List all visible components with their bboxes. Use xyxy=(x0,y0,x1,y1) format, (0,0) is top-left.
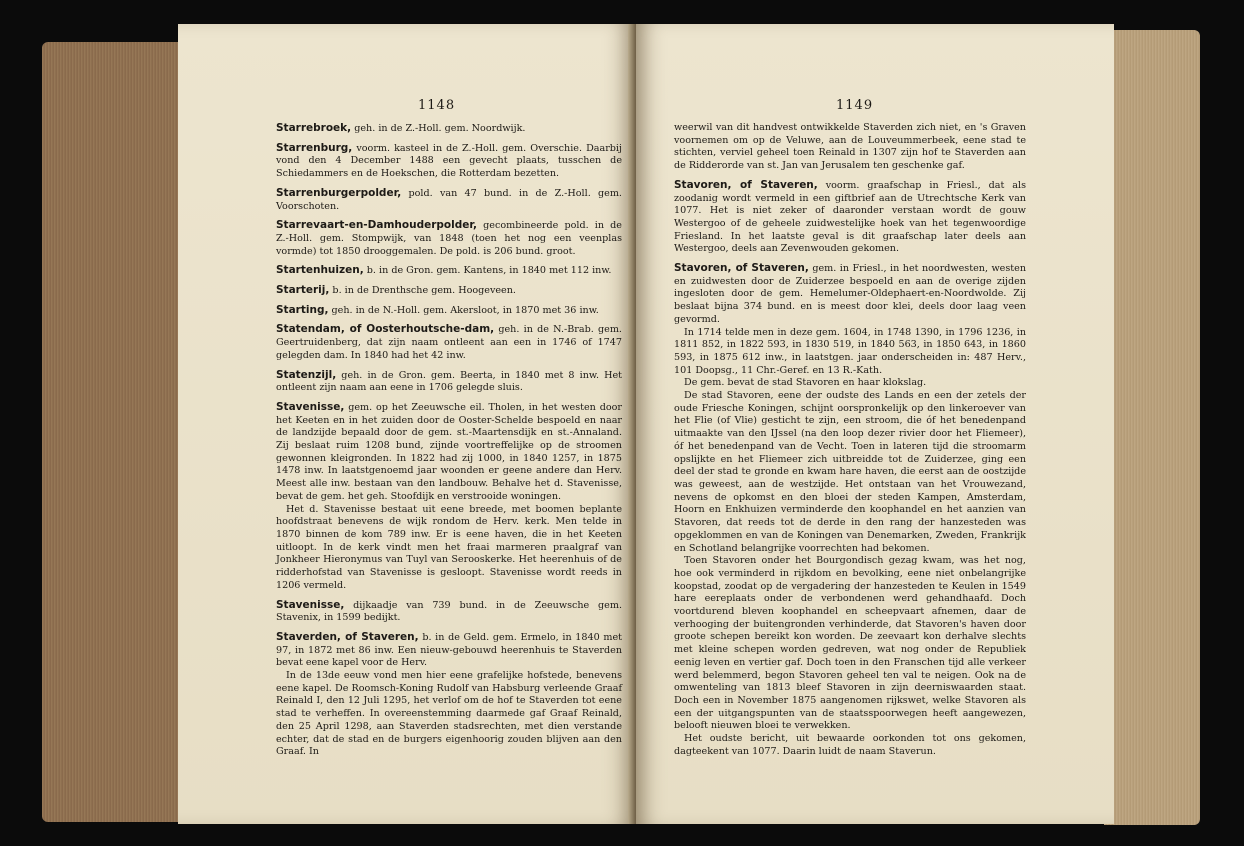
dictionary-entry xyxy=(674,262,1026,758)
dictionary-entry xyxy=(276,264,622,278)
entry-paragraph xyxy=(276,122,622,136)
entry-headword: Startenhuizen, xyxy=(276,264,364,277)
entry-body: In de 13de eeuw vond men hier eene grafelijke hofstede, benevens eene kapel. De Roomsch-Koning Rudolf van Habsburg verleende Graaf Reinald I, den 12 Juli 1295, het verlof om de hof te Staverden tot eene stad te verheffen. In overeenstemming daarmede gaf Graaf Reinald, den 25 April 1298, aan Staverden stadsrechten, met dien verstande echter, dat de stad en de burgers eigenhoorig zouden blijven aan den Graaf. In xyxy=(276,670,622,758)
page-number-left: 1148 xyxy=(418,98,456,113)
right-page xyxy=(636,24,1114,824)
dictionary-entry xyxy=(276,369,622,395)
entry-body: voorm. kasteel in de Z.-Holl. gem. Overschie. Daarbij vond den 4 December 1488 een gevecht plaats, tusschen de Schiedammers en de Hoekschen, die Rotterdam bezetten. xyxy=(276,142,622,180)
entry-body: geh. in de N.-Holl. gem. Akersloot, in 1870 met 36 inw. xyxy=(331,304,599,316)
dictionary-entry xyxy=(674,179,1026,256)
dictionary-entry xyxy=(276,284,622,298)
entry-paragraph xyxy=(276,401,622,504)
entry-paragraph xyxy=(276,369,622,395)
entry-paragraph xyxy=(276,670,622,759)
entry-body: b. in de Gron. gem. Kantens, in 1840 met 112 inw. xyxy=(366,265,612,277)
entry-body: geh. in de N.-Brab. gem. Geertruidenberg, dat zijn naam ontleent aan een in 1746 of 1747 gelegden dam. In 1840 had het 42 inw. xyxy=(276,324,622,361)
entry-body: gecombineerde pold. in de Z.-Holl. gem. Stompwijk, van 1848 (toen het nog een veenplas vormde) tot 1850 drooggemalen. De pold. is 206 bund. groot. xyxy=(276,220,622,257)
entry-body: Toen Stavoren onder het Bourgondisch gezag kwam, was het nog, hoe ook verminderd in rijkdom en bevolking, eene niet onbelangrijke koopstad, zoodat op de vergadering der hanzesteden te Keulen in 1549 hare eereplaats onder de verbondenen werd gehandhaafd. Doch voortdurend bleven koophandel en scheepvaart afnemen, daar de verhooging der buitengronden verhinderde, dat Stavoren's haven door groote schepen bereikt kon worden. De zeevaart kon derhalve slechts met kleine schepen worden gedreven, wat nog onder de Republiek eenig leven en vertier gaf. Doch toen in den Franschen tijd alle verkeer werd belemmerd, begon Stavoren geheel ten val te neigen. Ook na de omwenteling van 1813 bleef Stavoren in zijn deerniswaarden staat. Doch een in November 1875 aangenomen rijkswet, welke Stavoren als een der uitgangspunten van de staatsspoorwegen heeft aangewezen, belooft nieuwen bloei te verwekken. xyxy=(674,555,1026,732)
dictionary-entry xyxy=(276,142,622,181)
entry-body: In 1714 telde men in deze gem. 1604, in 1748 1390, in 1796 1236, in 1811 852, in 1822 593, in 1830 519, in 1840 563, in 1850 643, in 1860 593, in 1875 612 inw., in laatstgen. jaar onderscheiden in: 487 Herv., 101 Doopsg., 11 Chr.-Geref. en 13 R.-Kath. xyxy=(674,326,1026,376)
dictionary-entry xyxy=(276,631,622,759)
entry-headword: Stavoren, of Staveren, xyxy=(674,262,809,275)
entry-paragraph xyxy=(276,142,622,181)
entry-paragraph xyxy=(276,323,622,362)
entry-body: b. in de Geld. gem. Ermelo, in 1840 met 97, in 1872 met 86 inw. Een nieuw-gebouwd heerenhuis te Staverden bevat eene kapel voor de Herv. xyxy=(276,631,622,669)
entry-body: Het d. Stavenisse bestaat uit eene breede, met boomen beplante hoofdstraat benevens de wijk rondom de Herv. kerk. Men telde in 1870 binnen de kom 789 inw. Er is eene haven, die in het Keeten uitloopt. In de kerk vindt men het fraai marmeren praalgraf van Jonkheer Hieronymus van Tuyl van Serooskerke. Het heerenhuis of de ridderhofstad van Stavenisse is gesloopt. Stavenisse wordt reeds in 1206 vermeld. xyxy=(276,503,622,591)
entry-paragraph xyxy=(276,219,622,258)
page-edge-left xyxy=(42,42,192,822)
entry-headword: Starrenburg, xyxy=(276,141,353,154)
dictionary-entry xyxy=(276,323,622,362)
entry-paragraph xyxy=(276,304,622,318)
entry-body: geh. in de Gron. gem. Beerta, in 1840 met 8 inw. Het ontleent zijn naam aan eene in 1706 gelegde sluis. xyxy=(276,369,622,394)
entry-headword: Staverden, of Staveren, xyxy=(276,630,419,643)
dictionary-entry xyxy=(276,599,622,625)
entry-body: De gem. bevat de stad Stavoren en haar klokslag. xyxy=(684,377,927,389)
entry-headword: Starting, xyxy=(276,303,329,316)
dictionary-entry xyxy=(276,219,622,258)
entry-paragraph xyxy=(276,284,622,298)
entry-paragraph xyxy=(276,631,622,670)
entry-headword: Starrebroek, xyxy=(276,122,352,134)
page-number-right: 1149 xyxy=(836,98,874,113)
entry-body: dijkaadje van 739 bund. in de Zeeuwsche gem. Stavenix, in 1599 bedijkt. xyxy=(276,599,622,624)
entry-headword: Starterij, xyxy=(276,284,330,297)
entry-paragraph xyxy=(674,555,1026,733)
entry-paragraph xyxy=(276,187,622,213)
entry-paragraph xyxy=(674,327,1026,378)
entry-paragraph xyxy=(674,377,1026,390)
entry-paragraph xyxy=(276,264,622,278)
entry-body: De stad Stavoren, eene der oudste des Lands en een der zetels der oude Friesche Koningen, schijnt oorspronkelijk op den linkeroever van het Flie (of Vlie) gesticht te zijn, een stroom, die óf het benedenpand uitmaakte van den IJssel (na den loop dezer rivier door het Fliemeer), óf het benedenpand van de Vecht. Toen in lateren tijd die stroomarm opslijkte en het Fliemeer zich uitbreidde tot de Zuiderzee, ging een deel der stad te gronde en kwam hare haven, die eerst aan de oostzijde was geweest, aan de westzijde. Het ontstaan van het Vrouwezand, nevens de opkomst en den bloei der steden Kampen, Amsterdam, Hoorn en Enkhuizen verminderde den koophandel en het aanzien van Stavoren, dat reeds tot de derde in den rang der hanzesteden was opgeklommen en van de Koningen van Denemarken, Zweden, Frankrijk en Schotland belangrijke voorrechten had bekomen. xyxy=(674,390,1026,554)
page-edge-right xyxy=(1104,30,1200,825)
right-page-text xyxy=(674,122,1026,764)
entry-paragraph xyxy=(674,390,1026,555)
continuation-paragraph: weerwil van dit handvest ontwikkelde Staverden zich niet, en 's Graven voornemen om op de Veluwe, aan de Louveummerbeek, eene stad te stichten, verviel geheel toen Reinald in 1307 zijn hof te Staverden aan de Ridderorde van st. Jan van Jerusalem ten geschenke gaf. xyxy=(674,122,1026,172)
entry-paragraph xyxy=(276,599,622,625)
dictionary-entry xyxy=(276,304,622,318)
entry-paragraph xyxy=(276,504,622,593)
entry-body: Het oudste bericht, uit bewaarde oorkonden tot ons gekomen, dagteekent van 1077. Daarin luidt de naam Staverun. xyxy=(674,733,1026,757)
entry-body: voorm. graafschap in Friesl., dat als zoodanig wordt vermeld in een giftbrief aan de Utrechtsche Kerk van 1077. Het is niet zeker of daaronder verstaan wordt de gouw Westergoo of de geheele zuidwestelijke hoek van het tegenwoordige Friesland. In het laatste geval is dit graafschap later deels aan Westergoo, deels aan Zevenwouden gekomen. xyxy=(674,179,1026,255)
entry-body: b. in de Drenthsche gem. Hoogeveen. xyxy=(332,285,516,297)
entry-headword: Stavenisse, xyxy=(276,400,345,413)
left-page-text xyxy=(276,122,622,765)
entry-headword: Starrenburgerpolder, xyxy=(276,186,402,199)
entry-paragraph xyxy=(674,262,1026,327)
entry-headword: Stavoren, of Staveren, xyxy=(674,178,818,191)
entry-headword: Statenzijl, xyxy=(276,368,337,381)
entry-paragraph xyxy=(674,733,1026,758)
entry-headword: Stavenisse, xyxy=(276,598,345,611)
left-page xyxy=(178,24,633,824)
entry-headword: Statendam, of Oosterhoutsche-dam, xyxy=(276,323,495,336)
dictionary-entry xyxy=(276,401,622,593)
entry-body: gem. in Friesl., in het noordwesten, westen en zuidwesten door de Zuiderzee bespoeld en aan de overige zijden ingesloten door de gem. Hemelumer-Oldephaert-en-Noordwolde. Zij beslaat bijna 374 bund. en is meest door klei, deels door laag veen gevormd. xyxy=(674,263,1026,325)
entry-paragraph xyxy=(674,179,1026,256)
entry-headword: Starrevaart-en-Damhouderpolder, xyxy=(276,219,477,232)
dictionary-entry xyxy=(276,122,622,136)
entry-body: gem. op het Zeeuwsche eil. Tholen, in het westen door het Keeten en in het zuiden door de Ooster-Schelde bespoeld en naar de landzijde bepaald door de gem. st.-Maartensdijk en st.-Annaland. Zij beslaat ruim 1208 bund, zijnde voortreffelijke op de stroomen gewonnen kleigronden. In 1822 had zij 1000, in 1840 1257, in 1875 1478 inw. In laatstgenoemd jaar woonden er geene andere dan Herv. Meest alle inw. bestaan van den landbouw. Behalve het d. Stavenisse, bevat de gem. het geh. Stoofdijk en verstrooide woningen. xyxy=(276,401,622,502)
dictionary-entry xyxy=(276,187,622,213)
entry-body: geh. in de Z.-Holl. gem. Noordwijk. xyxy=(354,123,526,134)
entry-body: pold. van 47 bund. in de Z.-Holl. gem. Voorschoten. xyxy=(276,187,622,212)
